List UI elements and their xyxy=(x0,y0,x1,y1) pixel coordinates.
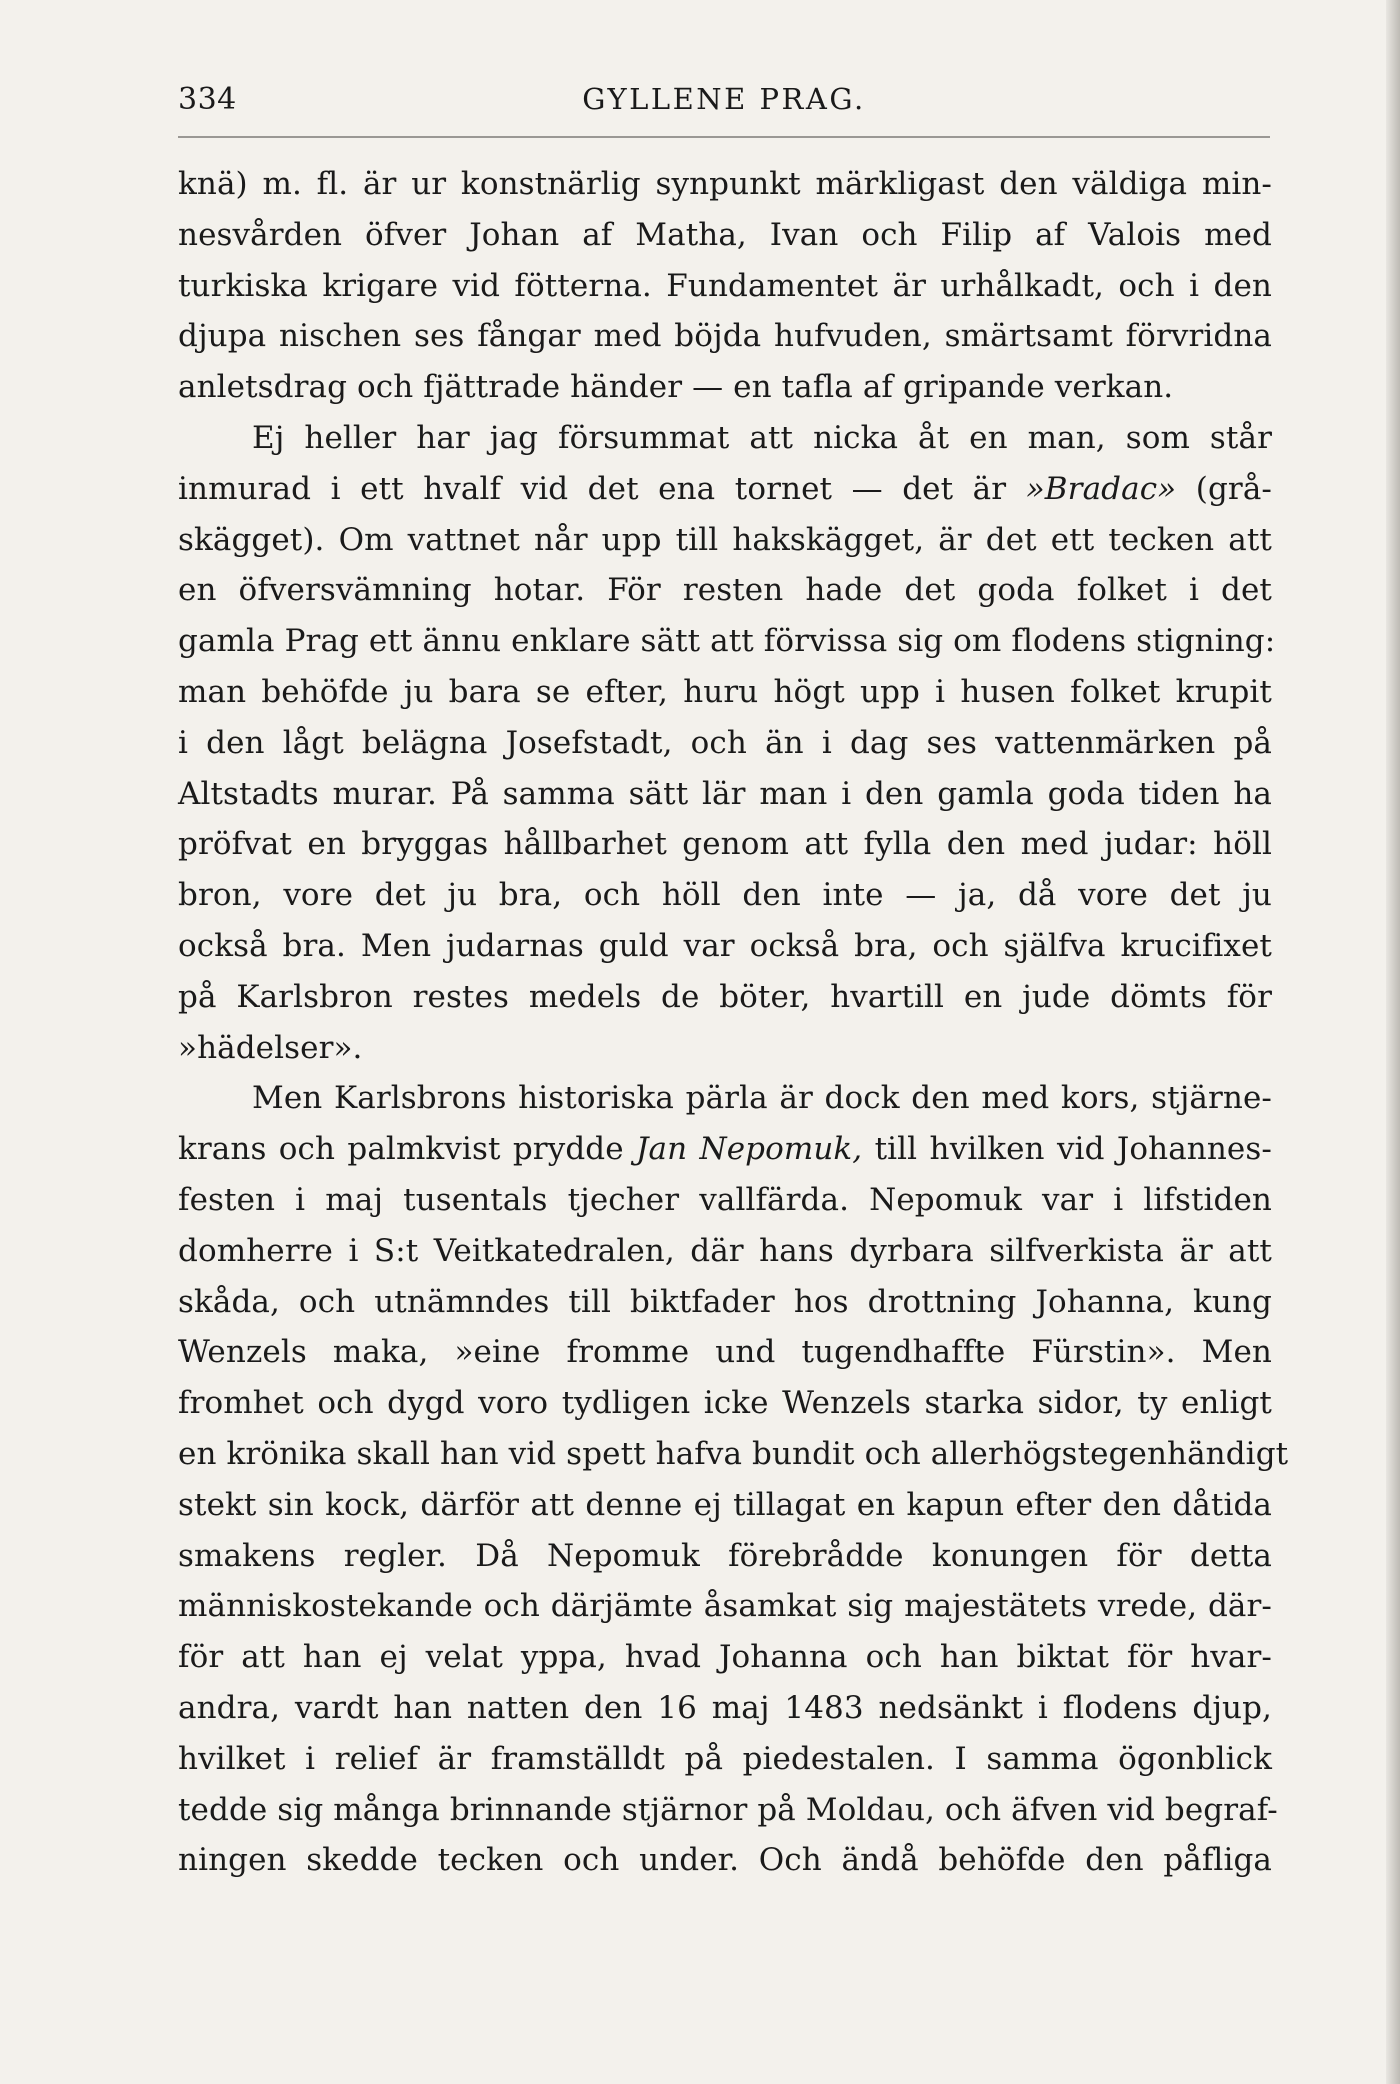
text-line: en krönika skall han vid spett hafva bundit och allerhögstegenhändigt xyxy=(178,1435,1289,1472)
text-line: en öfversvämning hotar. För resten hade det goda folket i det xyxy=(178,572,1272,609)
text-line: turkiska krigare vid fötterna. Fundamentet är urhålkadt, och i den xyxy=(178,267,1272,304)
running-head: GYLLENE PRAG. xyxy=(582,82,866,116)
text-line: anletsdrag och fjättrade händer — en tafla af gripande verkan. xyxy=(178,369,1174,406)
text-line: människostekande och därjämte åsamkat sig majestätets vrede, där- xyxy=(178,1588,1272,1625)
text-line: ningen skedde tecken och under. Och ändå behöfde den påfliga xyxy=(178,1842,1272,1879)
text-line: Ej heller har jag försummat att nicka åt en man, som står xyxy=(252,419,1272,456)
text-line: gamla Prag ett ännu enklare sätt att förvissa sig om flodens stigning: xyxy=(178,623,1276,660)
page-header xyxy=(178,78,1270,122)
text-line: i den lågt belägna Josefstadt, och än i dag ses vattenmärken på xyxy=(178,724,1272,761)
text-line: »hädelser». xyxy=(178,1029,363,1066)
text-line: på Karlsbron restes medels de böter, hvartill en jude dömts för xyxy=(178,978,1272,1015)
text-line-with-italic xyxy=(178,1124,1272,1175)
page-number: 334 xyxy=(178,82,237,117)
text-span: (grå- xyxy=(1195,470,1272,507)
text-line: pröfvat en bryggas hållbarhet genom att fylla den med judar: höll xyxy=(178,826,1272,863)
text-line: man behöfde ju bara se efter, huru högt upp i husen folket krupit xyxy=(178,673,1272,710)
text-line: stekt sin kock, därför att denne ej tillagat en kapun efter den dåtida xyxy=(178,1486,1272,1523)
text-line: nesvården öfver Johan af Matha, Ivan och Filip af Valois med xyxy=(178,216,1272,253)
text-line: skägget). Om vattnet når upp till hakskägget, är det ett tecken att xyxy=(178,521,1272,558)
italic-name-jan-nepomuk: Jan Nepomuk, xyxy=(635,1131,863,1168)
text-span: krans och palmkvist prydde xyxy=(178,1131,624,1168)
text-line: Men Karlsbrons historiska pärla är dock den med kors, stjärne- xyxy=(252,1080,1272,1117)
text-span: inmurad i ett hvalf vid det ena tornet — det är xyxy=(178,470,1007,507)
italic-name-bradac: »Bradac» xyxy=(1025,470,1177,507)
text-line: Altstadts murar. På samma sätt lär man i den gamla goda tiden ha xyxy=(178,775,1272,812)
text-line: Wenzels maka, »eine fromme und tugendhaffte Fürstin». Men xyxy=(178,1334,1272,1371)
body-text xyxy=(178,159,1289,1886)
page-edge-shadow xyxy=(1386,0,1400,2084)
text-line: skåda, och utnämndes till biktfader hos drottning Johanna, kung xyxy=(178,1283,1272,1320)
text-line: bron, vore det ju bra, och höll den inte — ja, då vore det ju xyxy=(178,877,1272,914)
text-line: hvilket i relief är framställdt på piedestalen. I samma ögonblick xyxy=(178,1740,1272,1777)
text-line: för att han ej velat yppa, hvad Johanna och han biktat för hvar- xyxy=(178,1639,1272,1676)
header-rule xyxy=(178,136,1270,138)
text-line: festen i maj tusentals tjecher vallfärda. Nepomuk var i lifstiden xyxy=(178,1181,1272,1218)
text-line: knä) m. fl. är ur konstnärlig synpunkt märkligast den väldiga min- xyxy=(178,166,1272,202)
text-line: djupa nischen ses fångar med böjda hufvuden, smärtsamt förvridna xyxy=(178,318,1272,355)
text-line: fromhet och dygd voro tydligen icke Wenzels starka sidor, ty enligt xyxy=(178,1385,1272,1422)
text-span: till hvilken vid Johannes- xyxy=(874,1131,1272,1168)
text-line-with-italic xyxy=(178,464,1272,515)
text-line: tedde sig många brinnande stjärnor på Moldau, och äfven vid begraf- xyxy=(178,1791,1278,1828)
text-line: domherre i S:t Veitkatedralen, där hans dyrbara silfverkista är att xyxy=(178,1232,1272,1269)
text-line: smakens regler. Då Nepomuk förebrådde konungen för detta xyxy=(178,1537,1272,1574)
text-line: andra, vardt han natten den 16 maj 1483 nedsänkt i flodens djup, xyxy=(178,1689,1272,1726)
text-line: också bra. Men judarnas guld var också bra, och själfva krucifixet xyxy=(178,927,1272,964)
